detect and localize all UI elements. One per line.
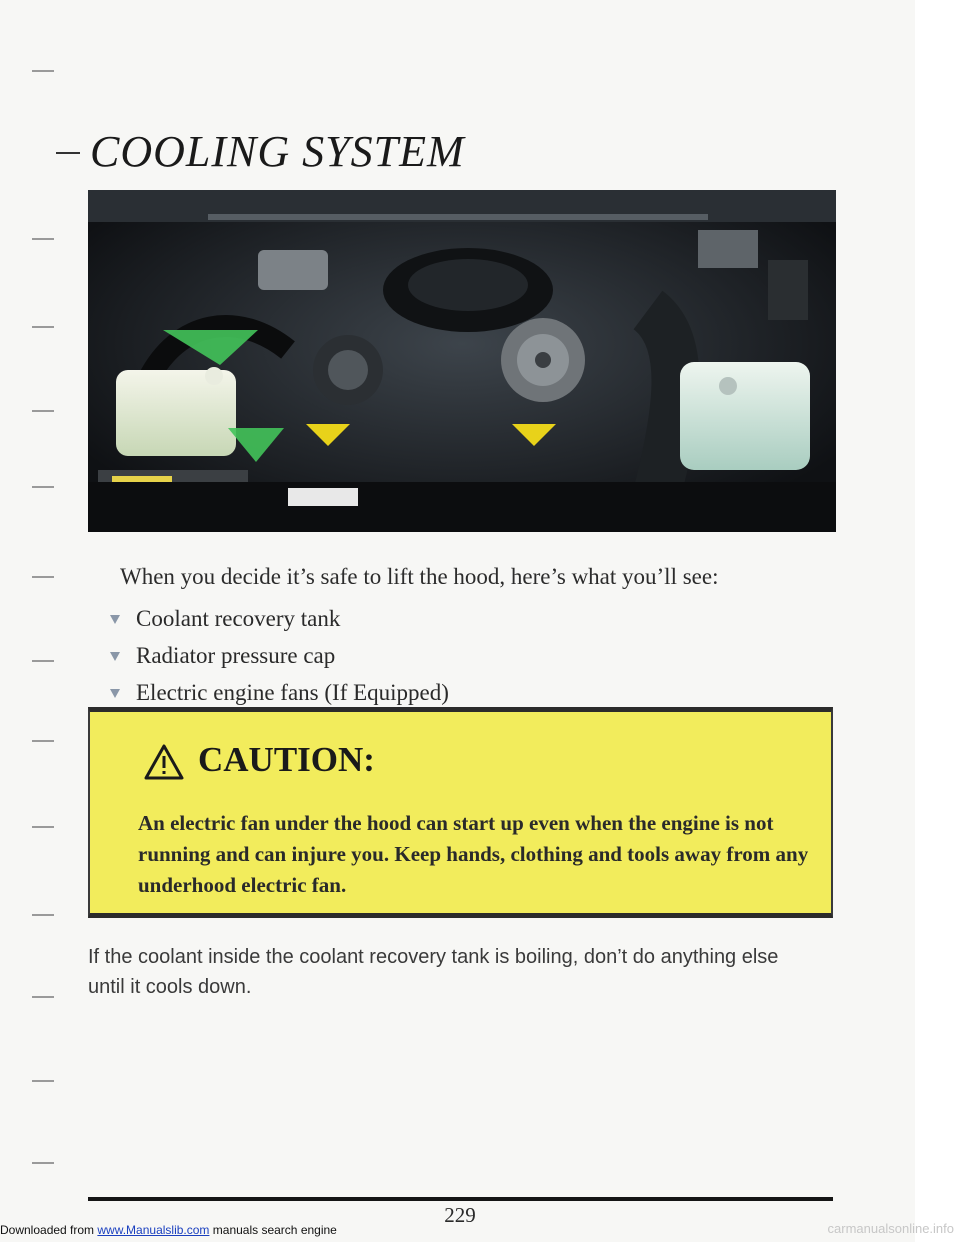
site-watermark: carmanualsonline.info (827, 1221, 954, 1236)
margin-tick (32, 740, 54, 742)
watermark-prefix: Downloaded from (0, 1223, 98, 1237)
list-item-label: Radiator pressure cap (136, 643, 336, 668)
engine-bay-photo (88, 190, 836, 532)
margin-tick (32, 576, 54, 578)
list-item-label: Coolant recovery tank (136, 606, 341, 631)
manualslib-link[interactable]: www.Manualslib.com (97, 1223, 210, 1237)
watermark-suffix: manuals search engine (209, 1223, 337, 1237)
right-margin-strip (915, 0, 960, 1242)
margin-tick (32, 914, 54, 916)
triangle-bullet-icon (110, 615, 120, 624)
list-item (110, 637, 449, 674)
footer-rule (88, 1197, 833, 1201)
margin-tick (32, 70, 54, 72)
margin-tick (32, 410, 54, 412)
margin-tick (32, 486, 54, 488)
margin-tick (32, 1080, 54, 1082)
margin-tick (32, 238, 54, 240)
coolant-boiling-text: If the coolant inside the coolant recovery tank is boiling, don’t do anything else until it cools down. (88, 946, 779, 998)
list-item (110, 600, 449, 637)
caution-box (88, 707, 833, 918)
triangle-bullet-icon (110, 689, 120, 698)
caution-body: An electric fan under the hood can start up even when the engine is not running and can injure you. Keep hands, clothing and tools away from any underhood electric fan. (138, 811, 809, 897)
page-number: 229 (444, 1203, 476, 1227)
list-item-label: Electric engine fans (If Equipped) (136, 680, 449, 705)
triangle-bullet-icon (110, 652, 120, 661)
component-list (110, 600, 449, 711)
title-dash (56, 152, 80, 154)
margin-tick (32, 1162, 54, 1164)
page-title: COOLING SYSTEM (90, 127, 465, 176)
list-item (110, 674, 449, 711)
margin-tick (32, 826, 54, 828)
warning-triangle-icon (144, 744, 184, 780)
margin-tick (32, 996, 54, 998)
margin-tick (32, 326, 54, 328)
margin-tick (32, 660, 54, 662)
intro-text: When you decide it’s safe to lift the hood, here’s what you’ll see: (120, 564, 719, 589)
caution-title: CAUTION: (198, 740, 375, 779)
download-watermark (0, 1223, 337, 1237)
